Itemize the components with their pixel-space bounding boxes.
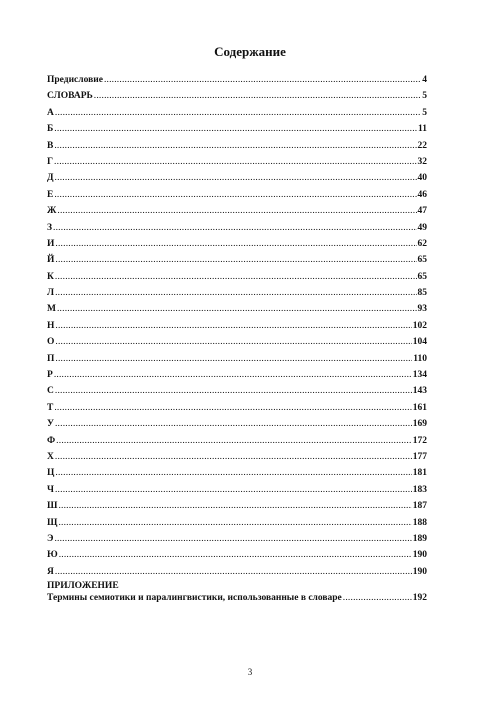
toc-entry-page: 183: [412, 484, 427, 495]
toc-entry-label: О: [47, 337, 55, 348]
table-of-contents: [47, 72, 427, 605]
dot-leader: [55, 334, 411, 350]
toc-entry[interactable]: [47, 252, 427, 268]
toc-entry-page: 40: [417, 173, 427, 184]
toc-entry-page: 192: [412, 593, 427, 604]
toc-entry-page: 11: [418, 124, 427, 135]
toc-entry-label: Ц: [47, 468, 55, 479]
toc-entry-label: Г: [47, 156, 54, 167]
toc-entry-page: 134: [412, 370, 427, 381]
dot-leader: [54, 138, 416, 154]
toc-entry-page: 190: [412, 550, 427, 561]
page-number: 3: [247, 667, 253, 677]
toc-entry-label: Я: [47, 566, 54, 577]
toc-entry-page: 187: [412, 501, 427, 512]
dot-leader: [55, 482, 412, 498]
dot-leader: [55, 564, 412, 580]
toc-entry-label: М: [47, 304, 56, 315]
dot-leader: [54, 121, 417, 137]
dot-leader: [55, 285, 416, 301]
toc-entry-label: Н: [47, 320, 55, 331]
toc-entry-label: Ч: [47, 484, 54, 495]
toc-entry-label: Ж: [47, 206, 57, 217]
dot-leader: [58, 515, 411, 531]
dot-leader: [104, 72, 421, 88]
toc-entry[interactable]: [47, 170, 427, 186]
toc-entry-page: 62: [417, 238, 427, 249]
toc-entry-page: 161: [412, 402, 427, 413]
toc-entry-label: Е: [47, 189, 54, 200]
dot-leader: [94, 88, 421, 104]
toc-entry[interactable]: [47, 203, 427, 219]
toc-entry-label: Термины семиотики и паралингвистики, использованные в словаре: [47, 593, 342, 604]
toc-entry-page: 49: [417, 222, 427, 233]
toc-entry-label: Ю: [47, 550, 58, 561]
toc-entry-page: 102: [412, 320, 427, 331]
toc-entry[interactable]: [47, 416, 427, 432]
dot-leader: [343, 592, 412, 605]
toc-entry[interactable]: [47, 465, 427, 481]
toc-entry[interactable]: [47, 220, 427, 236]
dot-leader: [58, 498, 411, 514]
toc-entry[interactable]: [47, 564, 427, 580]
toc-entry[interactable]: [47, 383, 427, 399]
dot-leader: [55, 449, 412, 465]
dot-leader: [53, 220, 416, 236]
toc-entry[interactable]: [47, 187, 427, 203]
dot-leader: [55, 383, 412, 399]
dot-leader: [55, 236, 416, 252]
toc-entries: [47, 72, 427, 580]
dot-leader: [54, 400, 411, 416]
toc-entry[interactable]: [47, 301, 427, 317]
toc-entry[interactable]: [47, 236, 427, 252]
toc-entry-page: 5: [422, 91, 427, 102]
toc-entry[interactable]: [47, 400, 427, 416]
appendix-heading: ПРИЛОЖЕНИЕ: [47, 581, 119, 592]
toc-entry-label: Х: [47, 451, 54, 462]
toc-entry[interactable]: [47, 367, 427, 383]
toc-entry[interactable]: [47, 515, 427, 531]
toc-entry-label: Л: [47, 288, 55, 299]
toc-entry[interactable]: [47, 72, 427, 88]
toc-entry-label: Р: [47, 370, 53, 381]
toc-entry-label: У: [47, 419, 54, 430]
toc-entry[interactable]: [47, 334, 427, 350]
dot-leader: [55, 269, 417, 285]
toc-entry[interactable]: [47, 318, 427, 334]
dot-leader: [55, 465, 411, 481]
toc-entry-label: Э: [47, 533, 54, 544]
toc-entry-label: Б: [47, 124, 54, 135]
toc-entry[interactable]: [47, 433, 427, 449]
dot-leader: [55, 170, 417, 186]
toc-entry-page: 190: [412, 566, 427, 577]
dot-leader: [56, 433, 412, 449]
toc-entry[interactable]: [47, 285, 427, 301]
dot-leader: [54, 154, 416, 170]
toc-entry-label: С: [47, 386, 54, 397]
toc-entry-appendix[interactable]: [47, 592, 427, 605]
toc-entry-page: 32: [417, 156, 427, 167]
dot-leader: [55, 416, 412, 432]
dot-leader: [57, 203, 416, 219]
toc-entry-page: 189: [412, 533, 427, 544]
dot-leader: [55, 105, 421, 121]
toc-entry[interactable]: [47, 482, 427, 498]
toc-entry-label: К: [47, 271, 54, 282]
toc-entry-page: 104: [412, 337, 427, 348]
toc-entry-page: 47: [417, 206, 427, 217]
toc-entry[interactable]: [47, 531, 427, 547]
dot-leader: [55, 351, 412, 367]
toc-entry-label: Щ: [47, 517, 58, 528]
toc-entry[interactable]: [47, 138, 427, 154]
toc-entry[interactable]: [47, 269, 427, 285]
toc-entry-page: 65: [417, 271, 427, 282]
dot-leader: [57, 301, 417, 317]
toc-entry[interactable]: [47, 105, 427, 121]
dot-leader: [59, 547, 412, 563]
toc-entry[interactable]: [47, 351, 427, 367]
toc-entry[interactable]: [47, 547, 427, 563]
toc-entry-label: П: [47, 353, 55, 364]
toc-entry[interactable]: [47, 154, 427, 170]
toc-entry-label: В: [47, 140, 54, 151]
dot-leader: [55, 318, 411, 334]
toc-entry-label: Й: [47, 255, 55, 266]
toc-entry-page: 110: [413, 353, 427, 364]
toc-entry[interactable]: [47, 121, 427, 137]
toc-entry-page: 172: [412, 435, 427, 446]
toc-entry-page: 65: [417, 255, 427, 266]
toc-entry-page: 188: [412, 517, 427, 528]
toc-entry-label: А: [47, 107, 54, 118]
toc-entry-page: 85: [417, 288, 427, 299]
toc-entry-page: 177: [412, 451, 427, 462]
toc-entry-page: 46: [417, 189, 427, 200]
toc-entry-label: Ф: [47, 435, 56, 446]
page-title: Содержание: [214, 44, 286, 59]
toc-entry-label: Д: [47, 173, 54, 184]
toc-entry-label: И: [47, 238, 55, 249]
toc-entry[interactable]: [47, 88, 427, 104]
toc-entry[interactable]: [47, 449, 427, 465]
toc-entry-label: З: [47, 222, 53, 233]
toc-entry-label: СЛОВАРЬ: [47, 91, 93, 102]
toc-entry-page: 93: [417, 304, 427, 315]
toc-entry-label: Ш: [47, 501, 58, 512]
toc-entry-page: 22: [417, 140, 427, 151]
toc-entry-label: Т: [47, 402, 54, 413]
toc-entry-page: 143: [412, 386, 427, 397]
dot-leader: [54, 367, 412, 383]
dot-leader: [54, 531, 411, 547]
toc-entry-label: Предисловие: [47, 75, 103, 85]
toc-entry-page: 4: [422, 75, 427, 85]
dot-leader: [55, 252, 416, 268]
toc-entry-page: 169: [412, 419, 427, 430]
dot-leader: [54, 187, 416, 203]
toc-entry[interactable]: [47, 498, 427, 514]
toc-entry-page: 181: [412, 468, 427, 479]
toc-entry-page: 5: [422, 107, 427, 118]
